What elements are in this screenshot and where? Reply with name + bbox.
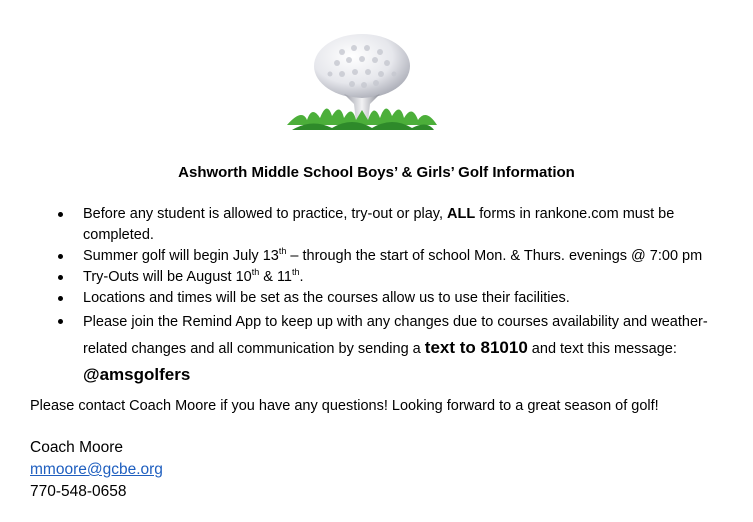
page-title: Ashworth Middle School Boys’ & Girls’ Golf Information bbox=[178, 164, 575, 181]
list-item: Before any student is allowed to practice, try-out or play, ALL forms in rankone.com must be completed. bbox=[58, 204, 728, 246]
golf-ball-on-tee-icon bbox=[282, 30, 442, 135]
bullet-icon bbox=[58, 212, 63, 217]
list-item: Please join the Remind App to keep up with any changes due to courses availability and weather-related changes and all communication by sending a text to 81010 and text this message: @amsgolfers bbox=[58, 309, 728, 389]
list-item: Locations and times will be set as the courses allow us to use their facilities. bbox=[58, 288, 728, 309]
phone-number: 770-548-0658 bbox=[30, 483, 127, 500]
list-item: Summer golf will begin July 13th – through the start of school Mon. & Thurs. evenings @ 7:00 pm bbox=[58, 246, 728, 267]
info-list bbox=[58, 204, 728, 389]
bullet-icon bbox=[58, 275, 63, 280]
list-item: Try-Outs will be August 10th & 11th. bbox=[58, 267, 728, 288]
email-link[interactable]: mmoore@gcbe.org bbox=[30, 461, 163, 478]
bullet-icon bbox=[58, 319, 63, 324]
closing-text: Please contact Coach Moore if you have any questions! Looking forward to a great season of golf! bbox=[30, 398, 659, 414]
bullet-icon bbox=[58, 296, 63, 301]
bullet-icon bbox=[58, 254, 63, 259]
signature bbox=[30, 437, 163, 503]
coach-name: Coach Moore bbox=[30, 439, 124, 456]
